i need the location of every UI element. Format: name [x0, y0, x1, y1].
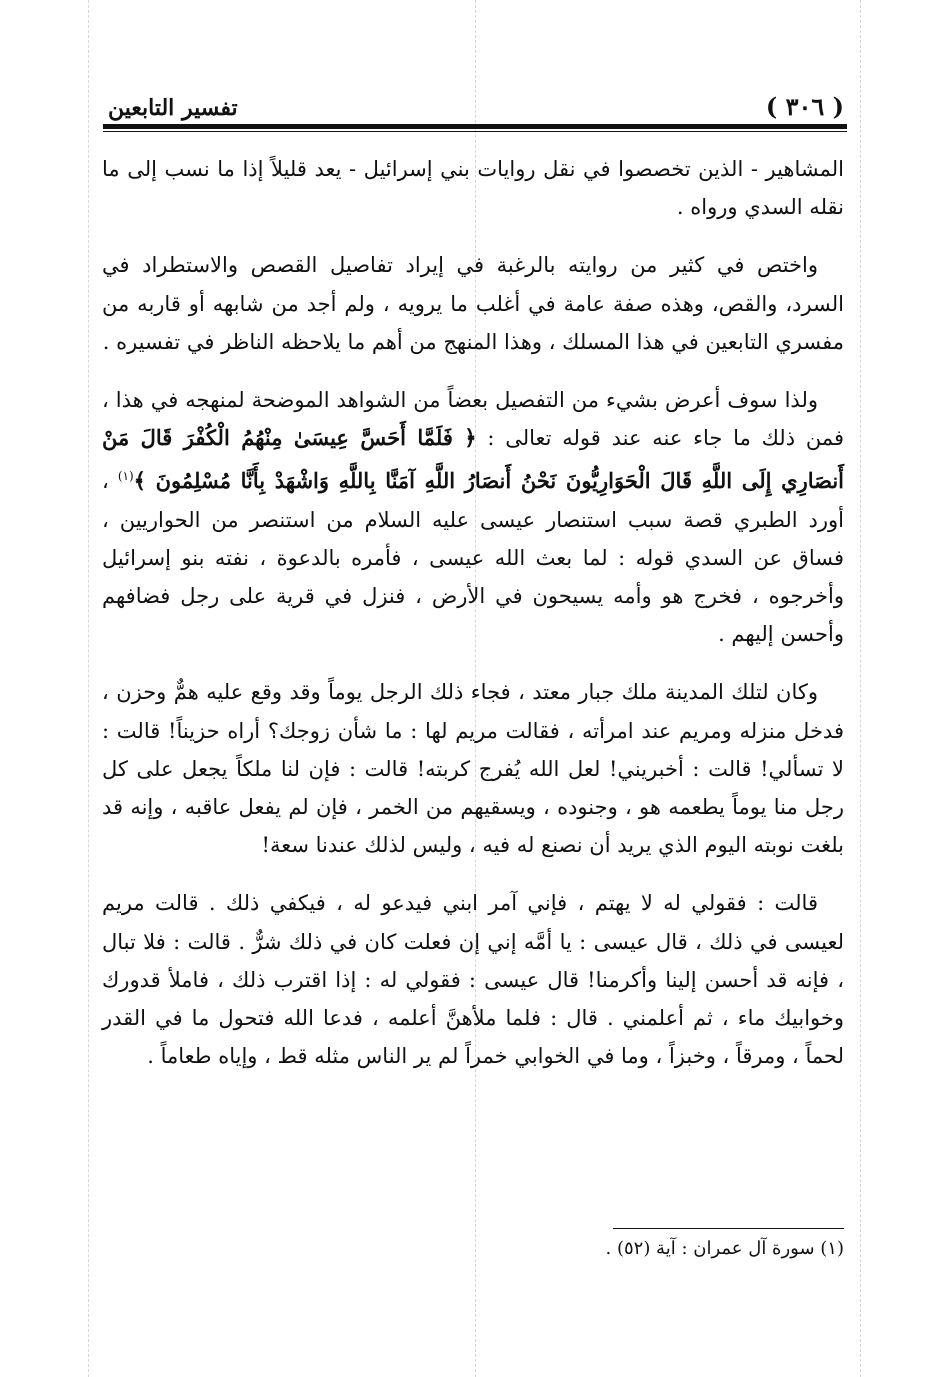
footnote-rule — [613, 1228, 844, 1229]
page-header — [108, 85, 844, 121]
header-rule-thick — [103, 124, 847, 129]
paragraph-5: قالت : فقولي له لا يهتم ، فإني آمر ابني فيدعو له ، فيكفي ذلك . قالت مريم لعيسى في ذلك ، قال عيسى : يا أمَّه إني إن فعلت كان في ذلك شرٌّ . قالت : فلا تبال ، فإنه قد أحسن إلينا وأكرمنا! قال عيسى : فقولي له : إذا اقترب ذلك ، فاملأ قدورك وخوابيك ماء ، ثم أعلمني . قال : فلما ملأهنَّ أعلمه ، فدعا الله فتحول ما في القدر لحماً ، ومرقاً ، وخبزاً ، وما في الخوابي خمراً لم ير الناس مثله قط ، وإياه طعاماً . — [102, 891, 844, 1069]
paragraph-4: وكان لتلك المدينة ملك جبار معتد ، فجاء ذلك الرجل يوماً وقد وقع عليه همٌّ وحزن ، فدخل منزله ومريم عند امرأته ، فقالت مريم لها : ما شأن زوجك؟ أراه حزيناً! قالت : لا تسألي! قالت : أخبريني! لعل الله يُفرج كربته! قالت : فإن لنا ملكاً يجعل على كل رجل منا يوماً يطعمه هو ، وجنوده ، ويسقيهم من الخمر ، فإن لم يفعل عاقبه ، وإنه قد بلغت نوبته اليوم الذي يريد أن نصنع له فيه ، وليس لذلك عندنا سعة! — [102, 680, 844, 858]
margin-guide-left — [88, 0, 89, 1377]
body-text — [102, 150, 844, 1095]
page-number: ( ٣٠٦ ) — [765, 92, 844, 121]
paragraph-3-rest: ، أورد الطبري قصة سبب استنصار عيسى عليه السلام من استنصر من الحواريين ، فساق عن السدي قوله : لما بعث الله عيسى ، فأمره بالدعوة ، نفته بنو إسرائيل وأخرجوه ، فخرج هو وأمه يسيحون في الأرض ، فنزل في قرية على رجل فضافهم وأحسن إليهم . — [102, 469, 844, 647]
paragraph-2: واختص في كثير من روايته بالرغبة في إيراد تفاصيل القصص والاستطراد في السرد، والقص، وهذه صفة عامة في أغلب ما يرويه ، ولم أجد من شابهه أو قاربه من مفسري التابعين في هذا المسلك ، وهذا المنهج من أهم ما يلاحظه الناظر في تفسيره . — [102, 253, 844, 354]
paragraph-3 — [102, 381, 844, 653]
quran-verse: ﴿ فَلَمَّا أَحَسَّ عِيسَىٰ مِنْهُمُ الْكُفْرَ قَالَ مَنْ أَنصَارِي إِلَى اللَّهِ قَالَ الْحَوَارِيُّونَ نَحْنُ أَنصَارُ اللَّهِ آمَنَّا بِاللَّهِ وَاشْهَدْ بِأَنَّا مُسْلِمُونَ ﴾ — [102, 425, 845, 494]
paragraph-3-intro: ولذا سوف أعرض بشيء من التفصيل بعضاً من الشواهد الموضحة لمنهجه في هذا ، فمن ذلك ما جاء عنه عند قوله تعالى : — [102, 388, 844, 451]
margin-guide-right — [860, 0, 861, 1377]
paragraph-1: المشاهير - الذين تخصصوا في نقل روايات بني إسرائيل - يعد قليلاً إذا ما نسب إلى ما نقله السدي ورواه . — [102, 157, 844, 220]
footnote: (١) سورة آل عمران : آية (٥٢) . — [605, 1238, 844, 1259]
running-title: تفسير التابعين — [108, 95, 238, 121]
header-rule-thin — [103, 131, 847, 132]
footnote-reference: (١) — [117, 469, 134, 484]
